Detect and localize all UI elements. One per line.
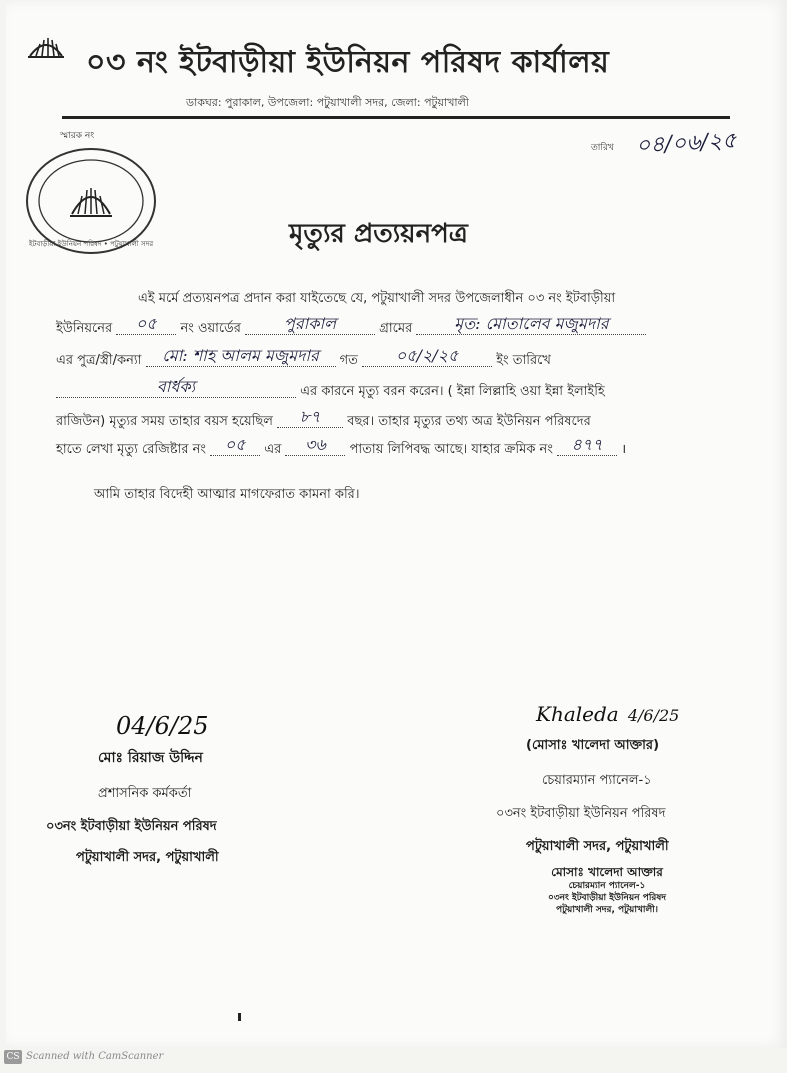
death-cause: বার্ধক্য [56,379,296,398]
stamp-name: মোসাঃ খালেদা আক্তার [551,865,663,879]
date-label: তারিখ [591,143,614,153]
death-date: ০৫/২/২৫ [362,348,492,367]
seal-text: ইটবাড়ীয়া ইউনিয়ন পরিষদ • পটুয়াখালী সদর [28,240,154,248]
serial-number: ৪৭৭ [557,437,617,456]
memo-label: স্মারক নং [60,131,95,141]
signatory-left-office: ০৩নং ইটবাড়ীয়া ইউনিয়ন পরিষদ [46,819,217,834]
register-number: ০৫ [210,437,260,456]
scanner-watermark: CS Scanned with CamScanner [4,1050,163,1064]
stamp-location: পটুয়াখালী সদর, পটুয়াখালী। [556,905,658,916]
page-number: ৩৬ [285,437,345,456]
stray-mark [238,1013,241,1021]
stamp-designation: চেয়ারম্যান প্যানেল-১ [568,881,646,892]
body-line-4: বার্ধক্য এর কারনে মৃত্যু বরন করেন। ( ইন্না লিল্লাহি ওয়া ইন্না ইলাইহি [56,379,746,398]
office-address: ডাকঘর: পুরাকাল, উপজেলা: পটুয়াখালী সদর, জেলা: পটুয়াখালী [186,96,469,109]
certificate-heading: মৃত্যুর প্রত্যয়নপত্র [289,219,468,249]
relative-name: মো: শাহ আলম মজুমদার [146,348,336,367]
signatory-left-name: মোঃ রিয়াজ উদ্দিন [98,750,203,766]
age-at-death: ৮৭ [277,409,343,428]
body-line-5: রাজিউন) মৃত্যুর সময় তাহার বয়স হয়েছিল ৮৭ বছর। তাহার মৃত্যুর তথ্য অত্র ইউনিয়ন পরিষদের [56,407,591,429]
chairman-stamp [522,864,692,917]
body-line-6: হাতে লেখা মৃত্যু রেজিষ্টার নং ০৫ এর ৩৬ পাতায় লিপিবদ্ধ আছে। যাহার ক্রমিক নং ৪৭৭ । [56,435,627,457]
stamp-office: ০৩নং ইটবাড়ীয়া ইউনিয়ন পরিষদ [547,893,667,904]
body-line-3: এর পুত্র/স্ত্রী/কন্যা মো: শাহ আলম মজুমদার গত ০৫/২/২৫ ইং তারিখে [56,346,551,368]
signatory-right-office: ০৩নং ইটবাড়ীয়া ইউনিয়ন পরিষদ [496,806,666,821]
village-name: পুরাকাল [245,316,375,335]
ward-number: ০৫ [116,316,176,335]
date-value: ০৪/০৬/২৫ [635,128,738,159]
signatory-left-designation: প্রশাসনিক কর্মকর্তা [98,786,192,801]
camscanner-icon: CS [4,1050,22,1064]
document-page [6,0,787,1048]
deceased-name: মৃত: মোতালেব মজুমদার [416,316,646,335]
signature-right-date: 4/6/25 [627,706,680,725]
union-logo-icon [26,30,66,60]
signature-block-right [486,702,766,917]
body-line-1: এই মর্মে প্রত্যয়নপত্র প্রদান করা যাইতেছে যে, পটুয়াখালী সদর উপজেলাধীন ০৩ নং ইটবাড়ীয়া [138,291,616,306]
body-line-2: ইউনিয়নের ০৫ নং ওয়ার্ডের পুরাকাল গ্রামের মৃত: মোতালেব মজুমদার [56,316,746,335]
signatory-left-location: পটুয়াখালী সদর, পটুয়াখালী [76,850,219,865]
signature-block-left [46,712,346,869]
signatory-right-designation: চেয়ারম্যান প্যানেল-১ [542,773,652,788]
union-seal-icon [22,144,160,258]
signature-right-scribble: Khaleda [536,702,619,726]
office-title: ০৩ নং ইটবাড়ীয়া ইউনিয়ন পরিষদ কার্যালয় [86,45,610,80]
closing-prayer: আমি তাহার বিদেহী আত্মার মাগফেরাত কামনা করি। [94,487,360,502]
signatory-right-name: (মোসাঃ খালেদা আক্তার) [526,738,660,753]
header-divider [62,116,730,119]
signature-left-scribble: 04/6/25 [116,712,209,740]
signatory-right-location: পটুয়াখালী সদর, পটুয়াখালী [526,839,669,854]
